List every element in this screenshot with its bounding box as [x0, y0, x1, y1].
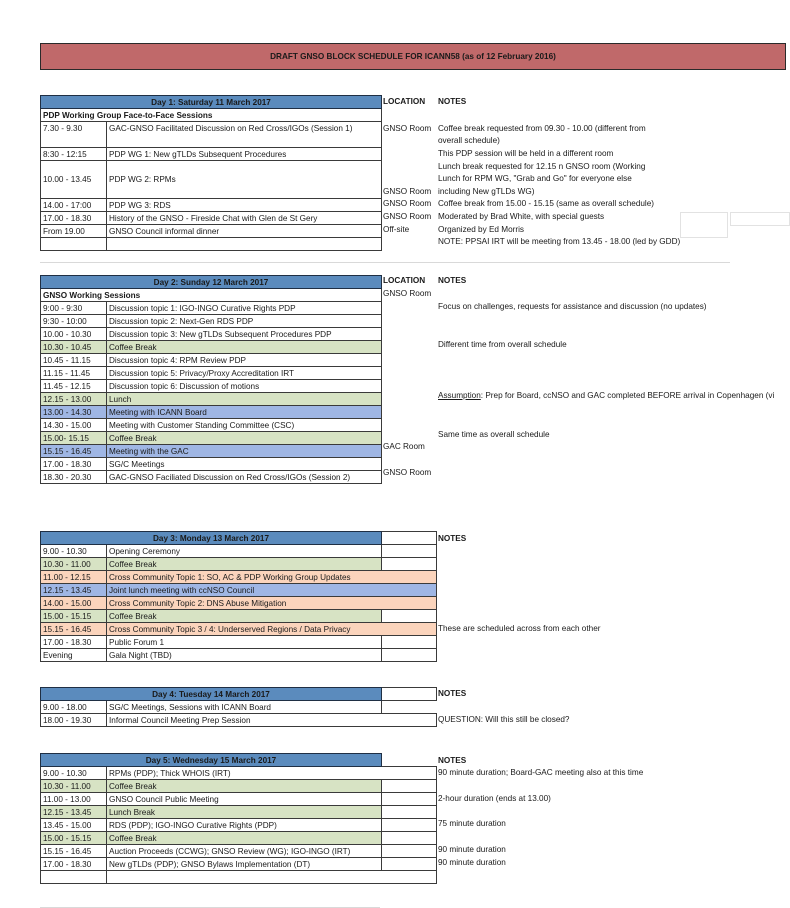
note-text: Coffee break requested from 09.30 - 10.00 (different from — [438, 124, 646, 133]
session-cell: SG/C Meetings — [107, 458, 382, 471]
session-cell: Gala Night (TBD) — [107, 649, 382, 662]
table-row — [41, 793, 437, 806]
day2-section-title: GNSO Working Sessions — [41, 289, 382, 302]
day2-location-label: LOCATION — [383, 276, 426, 285]
time-cell: 17.00 - 18.30 — [41, 858, 107, 871]
empty-cell — [382, 754, 437, 767]
time-cell: 12.15 - 13.45 — [41, 806, 107, 819]
session-cell: Coffee Break — [107, 432, 382, 445]
location-cell: GNSO Room — [383, 187, 432, 196]
location-cell: GNSO Room — [383, 212, 432, 221]
session-cell: Cross Community Topic 2: DNS Abuse Mitigation — [107, 597, 437, 610]
time-cell: 14.30 - 15.00 — [41, 419, 107, 432]
session-cell: Opening Ceremony — [107, 545, 382, 558]
table-row — [41, 701, 437, 714]
table-row — [41, 432, 382, 445]
note-text: These are scheduled across from each other — [438, 624, 601, 633]
table-row — [41, 328, 382, 341]
table-row — [41, 238, 382, 251]
time-cell: 11.15 - 11.45 — [41, 367, 107, 380]
time-cell: 17.00 - 18.30 — [41, 212, 107, 225]
note-text: 90 minute duration — [438, 858, 506, 867]
note-text: 90 minute duration; Board-GAC meeting also at this time — [438, 768, 644, 777]
note-text: Coffee break from 15.00 - 15.15 (same as overall schedule) — [438, 199, 655, 208]
session-cell: GNSO Council Public Meeting — [107, 793, 382, 806]
session-cell: Joint lunch meeting with ccNSO Council — [107, 584, 437, 597]
table-row — [41, 354, 382, 367]
table-row — [41, 161, 382, 199]
time-cell: 14.00 - 17:00 — [41, 199, 107, 212]
note-text: NOTE: PPSAI IRT will be meeting from 13.45 - 18.00 (led by GDD) — [438, 237, 681, 246]
time-cell: 15.15 - 16.45 — [41, 445, 107, 458]
time-cell: 10.00 - 13.45 — [41, 161, 107, 199]
assumption-text: : Prep for Board, ccNSO and GAC completed BEFORE arrival in Copenhagen (vi — [480, 391, 775, 400]
time-cell: 13.45 - 15.00 — [41, 819, 107, 832]
session-cell: Lunch Break — [107, 806, 382, 819]
blank-cell — [382, 780, 437, 793]
day3-notes-label: NOTES — [438, 534, 467, 543]
time-cell: 18.30 - 20.30 — [41, 471, 107, 484]
time-cell: 9:00 - 9:30 — [41, 302, 107, 315]
session-cell: Coffee Break — [107, 341, 382, 354]
session-cell: Coffee Break — [107, 780, 382, 793]
day3-table — [40, 531, 437, 662]
time-cell: Evening — [41, 649, 107, 662]
table-row — [41, 623, 437, 636]
session-cell: Informal Council Meeting Prep Session — [107, 714, 437, 727]
time-cell: 11.00 - 13.00 — [41, 793, 107, 806]
time-cell: 10.30 - 10.45 — [41, 341, 107, 354]
session-cell: Lunch — [107, 393, 382, 406]
table-row — [41, 545, 437, 558]
location-cell: GNSO Room — [383, 124, 432, 133]
time-cell: 12.15 - 13.45 — [41, 584, 107, 597]
time-cell: 11.45 - 12.15 — [41, 380, 107, 393]
time-cell: 15.00- 15.15 — [41, 432, 107, 445]
table-row — [41, 445, 382, 458]
blank-cell — [382, 845, 437, 858]
time-cell: 17.00 - 18.30 — [41, 458, 107, 471]
table-row — [41, 767, 437, 780]
time-cell: 10.00 - 10.30 — [41, 328, 107, 341]
faint-cell — [730, 212, 790, 226]
blank-cell — [382, 806, 437, 819]
time-cell: 12.15 - 13.00 — [41, 393, 107, 406]
time-cell: 15.15 - 16.45 — [41, 845, 107, 858]
table-row — [41, 636, 437, 649]
day2-notes-label: NOTES — [438, 276, 467, 285]
time-cell: 15.00 - 15.15 — [41, 610, 107, 623]
table-row — [41, 225, 382, 238]
table-row — [41, 819, 437, 832]
note-text: QUESTION: Will this still be closed? — [438, 715, 570, 724]
table-row — [41, 341, 382, 354]
session-cell: Cross Community Topic 3 / 4: Underserved Regions / Data Privacy — [107, 623, 437, 636]
note-text: 90 minute duration — [438, 845, 506, 854]
note-text: 75 minute duration — [438, 819, 506, 828]
session-cell: PDP WG 1: New gTLDs Subsequent Procedures — [107, 148, 382, 161]
session-cell: Cross Community Topic 1: SO, AC & PDP Working Group Updates — [107, 571, 437, 584]
session-cell: GNSO Council informal dinner — [107, 225, 382, 238]
session-cell: Discussion topic 6: Discussion of motions — [107, 380, 382, 393]
time-cell: 9:30 - 10:00 — [41, 315, 107, 328]
note-text: Different time from overall schedule — [438, 340, 567, 349]
table-row — [41, 148, 382, 161]
session-cell: History of the GNSO - Fireside Chat with Glen de St Gery — [107, 212, 382, 225]
table-row — [41, 649, 437, 662]
session-cell: Meeting with Customer Standing Committee (CSC) — [107, 419, 382, 432]
table-row — [41, 858, 437, 871]
session-cell: Meeting with the GAC — [107, 445, 382, 458]
day5-header: Day 5: Wednesday 15 March 2017 — [41, 754, 382, 767]
blank-cell — [382, 688, 437, 701]
note-text: Focus on challenges, requests for assistance and discussion (no updates) — [438, 302, 707, 311]
blank-cell — [382, 649, 437, 662]
table-row — [41, 806, 437, 819]
note-text: Lunch break requested for 12.15 n GNSO room (Working — [438, 162, 646, 171]
table-row — [41, 315, 382, 328]
time-cell: 7.30 - 9.30 — [41, 122, 107, 148]
time-cell: 9.00 - 18.00 — [41, 701, 107, 714]
time-cell: From 19.00 — [41, 225, 107, 238]
day3-header: Day 3: Monday 13 March 2017 — [41, 532, 382, 545]
time-cell: 9.00 - 10.30 — [41, 767, 107, 780]
blank-cell — [382, 545, 437, 558]
time-cell: 8:30 - 12:15 — [41, 148, 107, 161]
faint-divider — [40, 262, 730, 263]
table-row — [41, 714, 437, 727]
time-cell: 10.30 - 11.00 — [41, 558, 107, 571]
session-cell: Discussion topic 4: RPM Review PDP — [107, 354, 382, 367]
time-cell: 11.00 - 12.15 — [41, 571, 107, 584]
day4-header: Day 4: Tuesday 14 March 2017 — [41, 688, 382, 701]
day1-location-label: LOCATION — [383, 97, 426, 106]
table-row — [41, 419, 382, 432]
session-cell: Coffee Break — [107, 832, 382, 845]
blank-cell — [382, 819, 437, 832]
note-text: This PDP session will be held in a different room — [438, 149, 614, 158]
blank-cell — [382, 636, 437, 649]
time-cell — [41, 238, 107, 251]
session-cell: Discussion topic 1: IGO-INGO Curative Rights PDP — [107, 302, 382, 315]
table-row — [41, 780, 437, 793]
document-title: DRAFT GNSO BLOCK SCHEDULE FOR ICANN58 (as of 12 February 2016) — [40, 43, 786, 70]
session-cell: New gTLDs (PDP); GNSO Bylaws Implementation (DT) — [107, 858, 382, 871]
session-cell: Discussion topic 3: New gTLDs Subsequent Procedures PDP — [107, 328, 382, 341]
table-row — [41, 558, 437, 571]
session-cell: Coffee Break — [107, 558, 382, 571]
note-text: including New gTLDs WG) — [438, 187, 535, 196]
table-row — [41, 584, 437, 597]
session-cell: Meeting with ICANN Board — [107, 406, 382, 419]
blank-cell — [382, 858, 437, 871]
session-cell: SG/C Meetings, Sessions with ICANN Board — [107, 701, 382, 714]
table-row — [41, 302, 382, 315]
table-row — [41, 458, 382, 471]
blank-cell — [382, 610, 437, 623]
session-cell: GAC-GNSO Facilitated Discussion on Red Cross/IGOs (Session 1) — [107, 122, 382, 148]
day4-table — [40, 687, 437, 727]
day1-header: Day 1: Saturday 11 March 2017 — [41, 96, 382, 109]
faint-cell — [680, 212, 728, 238]
session-cell: PDP WG 3: RDS — [107, 199, 382, 212]
session-cell: PDP WG 2: RPMs — [107, 161, 382, 199]
day1-table — [40, 95, 382, 251]
session-cell: Auction Proceeds (CCWG); GNSO Review (WG); IGO-INGO (IRT) — [107, 845, 382, 858]
table-row — [41, 122, 382, 148]
session-cell — [107, 238, 382, 251]
table-row — [41, 380, 382, 393]
table-row — [41, 406, 382, 419]
note-text: overall schedule) — [438, 136, 500, 145]
note-text: Organized by Ed Morris — [438, 225, 525, 234]
session-cell — [107, 871, 437, 884]
note-text: 2-hour duration (ends at 13.00) — [438, 794, 551, 803]
table-row — [41, 832, 437, 845]
session-cell: Public Forum 1 — [107, 636, 382, 649]
day2-header: Day 2: Sunday 12 March 2017 — [41, 276, 382, 289]
day4-notes-label: NOTES — [438, 689, 467, 698]
session-cell: Discussion topic 2: Next-Gen RDS PDP — [107, 315, 382, 328]
time-cell: 17.00 - 18.30 — [41, 636, 107, 649]
table-row — [41, 393, 382, 406]
location-cell: GNSO Room — [383, 199, 432, 208]
time-cell: 13.00 - 14.30 — [41, 406, 107, 419]
day1-notes-label: NOTES — [438, 97, 467, 106]
session-cell: RPMs (PDP); Thick WHOIS (IRT) — [107, 767, 437, 780]
time-cell: 15.00 - 15.15 — [41, 832, 107, 845]
location-cell: GNSO Room — [383, 289, 432, 298]
session-cell: GAC-GNSO Faciliated Discussion on Red Cross/IGOs (Session 2) — [107, 471, 382, 484]
time-cell: 14.00 - 15.00 — [41, 597, 107, 610]
day1-section-title: PDP Working Group Face-to-Face Sessions — [41, 109, 382, 122]
blank-cell — [382, 832, 437, 845]
table-row — [41, 212, 382, 225]
time-cell: 15.15 - 16.45 — [41, 623, 107, 636]
session-cell: RDS (PDP); IGO-INGO Curative Rights (PDP) — [107, 819, 382, 832]
assumption-label: Assumption — [438, 391, 481, 400]
blank-cell — [382, 532, 437, 545]
note-text: Lunch for RPM WG, "Grab and Go" for everyone else — [438, 174, 632, 183]
note-text: Moderated by Brad White, with special guests — [438, 212, 605, 221]
empty-cell — [382, 701, 437, 714]
note-text: Same time as overall schedule — [438, 430, 550, 439]
time-cell: 18.00 - 19.30 — [41, 714, 107, 727]
table-row — [41, 199, 382, 212]
time-cell: 10.45 - 11.15 — [41, 354, 107, 367]
time-cell: 10.30 - 11.00 — [41, 780, 107, 793]
table-row — [41, 610, 437, 623]
table-row — [41, 597, 437, 610]
day5-table — [40, 753, 437, 884]
location-cell: Off-site — [383, 225, 410, 234]
time-cell — [41, 871, 107, 884]
note-assumption — [438, 390, 774, 403]
blank-cell — [382, 558, 437, 571]
table-row — [41, 571, 437, 584]
session-cell: Coffee Break — [107, 610, 382, 623]
table-row — [41, 845, 437, 858]
blank-cell — [382, 793, 437, 806]
day2-table — [40, 275, 382, 484]
table-row — [41, 871, 437, 884]
location-cell: GAC Room — [383, 442, 425, 451]
table-row — [41, 471, 382, 484]
session-cell: Discussion topic 5: Privacy/Proxy Accreditation IRT — [107, 367, 382, 380]
location-cell: GNSO Room — [383, 468, 432, 477]
day5-notes-label: NOTES — [438, 756, 467, 765]
time-cell: 9.00 - 10.30 — [41, 545, 107, 558]
table-row — [41, 367, 382, 380]
